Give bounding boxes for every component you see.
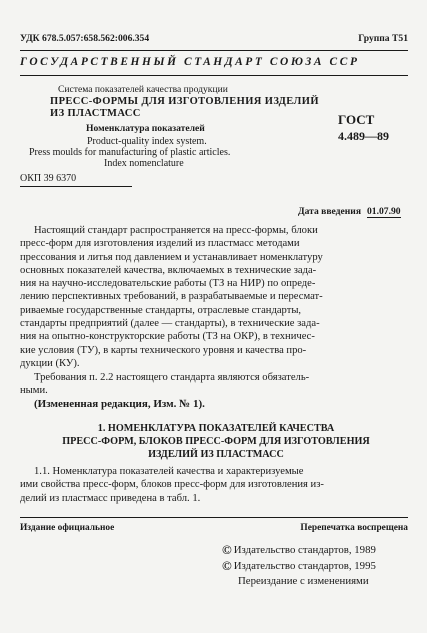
copyright-text: Издательство стандартов, 1995 [233,560,376,572]
text-line: пресс-форм для изготовления изделий из пластмасс методами [20,238,300,250]
okp-code: ОКП 39 6370 [20,173,77,184]
divider [20,50,408,51]
reprint-notice: Перепечатка воспрещена [300,523,408,533]
reissue-note: Переиздание с изменениями [238,575,369,587]
text-line: ими свойства пресс-форм, блоков пресс-форм для изготовления из- [20,479,324,491]
text-line: кие условия (ТУ), в карты технического уровня и качества про- [20,344,307,356]
text-line: прессования и литья под давлением и устанавливает номенклатуру [20,251,323,263]
text-line: риваемые государственные стандарты, отраслевые стандарты, [20,304,302,316]
text-line: дукции (КУ). [20,357,80,369]
official-edition: Издание официальное [20,523,115,533]
section-heading-line: ПРЕСС-ФОРМ, БЛОКОВ ПРЕСС-ФОРМ ДЛЯ ИЗГОТОВЛЕНИЯ [62,435,370,447]
gost-number: 4.489—89 [338,129,389,143]
text-line: Требования п. 2.2 настоящего стандарта являются обязатель- [34,372,310,383]
copyright-1989 [222,542,376,558]
udk-code: УДК 678.5.057:658.562:006.354 [20,33,150,44]
document-title-cont: ИЗ ПЛАСТМАСС [50,108,141,119]
section-heading-line: 1. НОМЕНКЛАТУРА ПОКАЗАТЕЛЕЙ КАЧЕСТВА [97,423,335,434]
item-1-1 [20,465,412,505]
standard-banner: ГОСУДАРСТВЕННЫЙ СТАНДАРТ СОЮЗА ССР [20,56,360,68]
text-line: ния на опытно-конструкторские работы (ТЗ на ОКР), в техничес- [20,331,315,343]
text-line: Настоящий стандарт распространяется на пресс-формы, блоки [34,225,318,236]
copyright-icon: © [222,558,232,573]
divider [20,75,408,76]
section-heading [20,423,412,461]
text-line: ными. [20,385,48,397]
effective-date: 01.07.90 [367,206,401,217]
intro-paragraph [20,224,412,370]
text-line: ния на научно-исследовательские работы (ТЗ на НИР) по опреде- [20,278,316,290]
text-line: 1.1. Номенклатура показателей качества и характеризуемые [34,466,304,477]
english-title-cont: Press moulds for manufacturing of plastic articles. [29,147,231,158]
text-line: основных показателей качества, включаемых в технические зада- [20,264,317,276]
copyright-icon: © [222,542,232,557]
document-subtitle: Номенклатура показателей [86,123,205,134]
text-line: лению перспективных требований, в разрабатываемые и пересмат- [20,291,323,303]
text-line: делий из пластмасс приведена в табл. 1. [20,492,201,504]
gost-label: ГОСТ [338,112,375,127]
english-title: Product-quality index system. [87,136,207,147]
divider [20,517,408,518]
group-code: Группа Т51 [358,33,408,44]
requirement-paragraph [20,371,412,398]
revision-note: (Измененная редакция, Изм. № 1). [34,398,205,410]
effective-date-label: Дата введения [298,206,362,217]
okp-underline [20,186,132,187]
section-heading-line: ИЗДЕЛИЙ ИЗ ПЛАСТМАСС [148,448,284,460]
copyright-text: Издательство стандартов, 1989 [233,544,376,556]
text-line: стандарты предприятий (далее — стандарты), в технические зада- [20,318,320,330]
english-subtitle: Index nomenclature [104,158,184,169]
document-title: ПРЕСС-ФОРМЫ ДЛЯ ИЗГОТОВЛЕНИЯ ИЗДЕЛИЙ [50,96,319,107]
copyright-1995 [222,558,376,574]
system-line: Система показателей качества продукции [58,84,228,95]
